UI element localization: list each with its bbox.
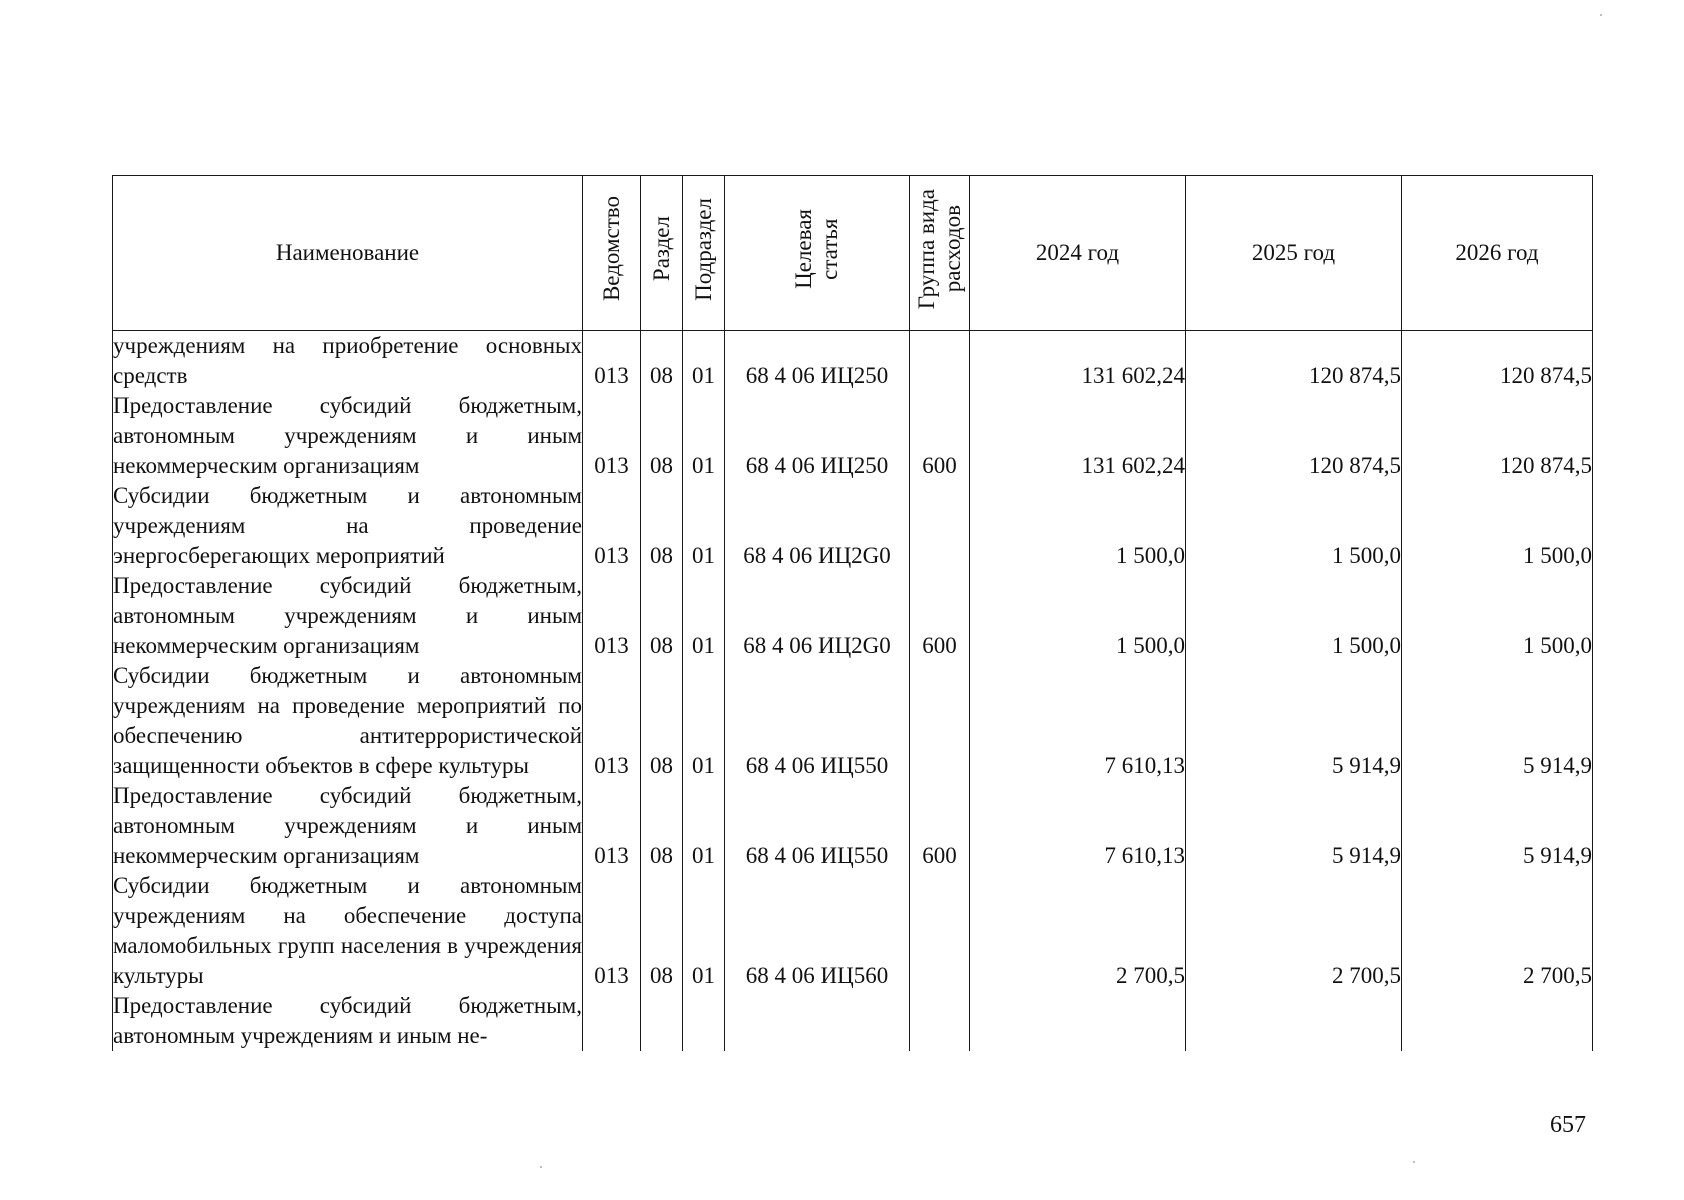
header-dept: Ведомство: [583, 176, 641, 331]
cell-name: учреждениям на приобретение основных средств: [113, 331, 583, 392]
cell-y2026: 5 914,9: [1402, 781, 1593, 871]
scan-speck: [1600, 14, 1602, 16]
cell-group: [910, 481, 970, 571]
cell-section: 08: [641, 331, 683, 392]
cell-subsection: [683, 991, 725, 1051]
header-row: [113, 176, 1593, 331]
cell-name: Субсидии бюджетным и автономным учреждениям на проведение мероприятий по обеспечению антитеррористической защищенности объектов в сфере культуры: [113, 661, 583, 781]
table-row: [113, 781, 1593, 871]
table-body: [113, 331, 1593, 1052]
cell-target: 68 4 06 ИЦ250: [725, 331, 910, 392]
cell-section: 08: [641, 391, 683, 481]
cell-y2026: 5 914,9: [1402, 661, 1593, 781]
cell-y2025: 1 500,0: [1186, 571, 1402, 661]
cell-y2026: 1 500,0: [1402, 571, 1593, 661]
cell-group: 600: [910, 571, 970, 661]
cell-section: 08: [641, 661, 683, 781]
header-2026: 2026 год: [1402, 176, 1593, 331]
cell-y2026: 120 874,5: [1402, 331, 1593, 392]
cell-group: [910, 661, 970, 781]
cell-target: 68 4 06 ИЦ550: [725, 781, 910, 871]
cell-y2024: 2 700,5: [970, 871, 1186, 991]
cell-section: 08: [641, 781, 683, 871]
cell-y2025: 2 700,5: [1186, 871, 1402, 991]
cell-subsection: 01: [683, 871, 725, 991]
cell-y2025: 120 874,5: [1186, 331, 1402, 392]
cell-y2025: 120 874,5: [1186, 391, 1402, 481]
header-2024: 2024 год: [970, 176, 1186, 331]
cell-group: [910, 991, 970, 1051]
cell-y2026: [1402, 991, 1593, 1051]
header-subsection: Подраздел: [683, 176, 725, 331]
cell-dept: 013: [583, 391, 641, 481]
cell-group: 600: [910, 391, 970, 481]
cell-y2026: 120 874,5: [1402, 391, 1593, 481]
cell-group: [910, 871, 970, 991]
header-name: Наименование: [113, 176, 583, 331]
table-row: [113, 331, 1593, 392]
cell-dept: 013: [583, 781, 641, 871]
cell-subsection: 01: [683, 781, 725, 871]
cell-y2025: 5 914,9: [1186, 661, 1402, 781]
cell-group: [910, 331, 970, 392]
cell-y2024: 1 500,0: [970, 481, 1186, 571]
cell-name: Субсидии бюджетным и автономным учреждениям на проведение энергосберегающих мероприятий: [113, 481, 583, 571]
cell-target: [725, 991, 910, 1051]
header-target: Целевая статья: [725, 176, 910, 331]
cell-section: [641, 991, 683, 1051]
cell-section: 08: [641, 481, 683, 571]
cell-name: Предоставление субсидий бюджетным, автономным учреждениям и иным некоммерческим организациям: [113, 571, 583, 661]
cell-y2024: 131 602,24: [970, 331, 1186, 392]
cell-subsection: 01: [683, 661, 725, 781]
cell-y2025: [1186, 991, 1402, 1051]
table-row: [113, 391, 1593, 481]
cell-name: Предоставление субсидий бюджетным, автономным учреждениям и иным некоммерческим организациям: [113, 781, 583, 871]
cell-name: Предоставление субсидий бюджетным, автономным учреждениям и иным некоммерческим организациям: [113, 391, 583, 481]
scan-speck: [540, 1166, 542, 1168]
table-row: [113, 661, 1593, 781]
cell-target: 68 4 06 ИЦ2G0: [725, 571, 910, 661]
cell-target: 68 4 06 ИЦ550: [725, 661, 910, 781]
cell-subsection: 01: [683, 481, 725, 571]
cell-target: 68 4 06 ИЦ2G0: [725, 481, 910, 571]
budget-table: [112, 175, 1593, 1051]
cell-group: 600: [910, 781, 970, 871]
page-number: 657: [1550, 1112, 1586, 1138]
table-row: [113, 481, 1593, 571]
cell-y2024: 7 610,13: [970, 661, 1186, 781]
table-row: [113, 991, 1593, 1051]
cell-y2024: [970, 991, 1186, 1051]
cell-y2024: 1 500,0: [970, 571, 1186, 661]
cell-dept: 013: [583, 571, 641, 661]
cell-dept: 013: [583, 481, 641, 571]
cell-section: 08: [641, 871, 683, 991]
cell-y2025: 1 500,0: [1186, 481, 1402, 571]
cell-name: Предоставление субсидий бюджетным, автономным учреждениям и иным не-: [113, 991, 583, 1051]
header-group: Группа вида расходов: [910, 176, 970, 331]
scan-speck: [1413, 1161, 1415, 1163]
cell-dept: [583, 991, 641, 1051]
cell-dept: 013: [583, 661, 641, 781]
cell-target: 68 4 06 ИЦ250: [725, 391, 910, 481]
cell-y2024: 131 602,24: [970, 391, 1186, 481]
table-row: [113, 571, 1593, 661]
cell-y2024: 7 610,13: [970, 781, 1186, 871]
header-2025: 2025 год: [1186, 176, 1402, 331]
cell-y2026: 1 500,0: [1402, 481, 1593, 571]
header-section: Раздел: [641, 176, 683, 331]
cell-y2025: 5 914,9: [1186, 781, 1402, 871]
cell-subsection: 01: [683, 391, 725, 481]
cell-subsection: 01: [683, 571, 725, 661]
cell-section: 08: [641, 571, 683, 661]
cell-y2026: 2 700,5: [1402, 871, 1593, 991]
cell-name: Субсидии бюджетным и автономным учреждениям на обеспечение доступа маломобильных групп населения в учреждения культуры: [113, 871, 583, 991]
cell-dept: 013: [583, 331, 641, 392]
cell-dept: 013: [583, 871, 641, 991]
cell-target: 68 4 06 ИЦ560: [725, 871, 910, 991]
table-row: [113, 871, 1593, 991]
cell-subsection: 01: [683, 331, 725, 392]
